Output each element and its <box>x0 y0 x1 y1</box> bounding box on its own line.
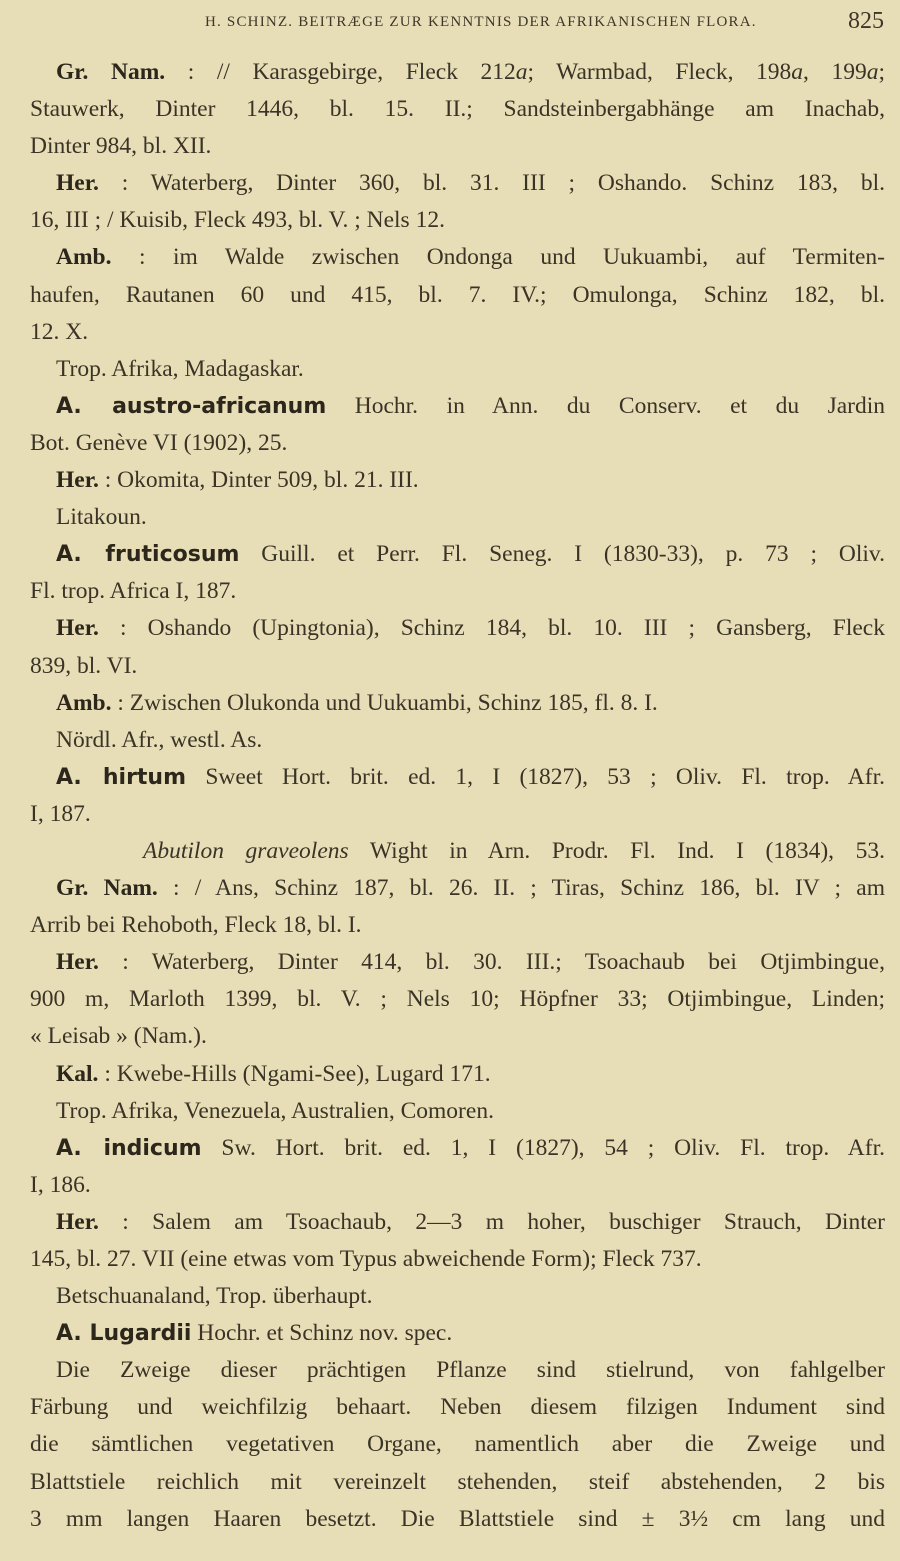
text-line <box>30 314 885 351</box>
text-line <box>30 351 885 388</box>
line-text: Betschuanaland, Trop. überhaupt. <box>56 1283 373 1310</box>
text-line <box>30 1352 885 1389</box>
text-line <box>30 128 885 165</box>
line-text: Bot. Genève VI (1902), 25. <box>30 429 288 456</box>
text-line <box>30 648 885 685</box>
region-label: Gr. Nam. <box>56 875 158 902</box>
line-text: 900 m, Marloth 1399, bl. V. ; Nels 10; Höpfner 33; Otjimbingue, Linden; <box>30 986 885 1013</box>
italic-text: a <box>866 59 879 85</box>
line-text: 16, III ; / Kuisib, Fleck 493, bl. V. ; Nels 12. <box>30 207 445 234</box>
line-text: Sweet Hort. brit. ed. 1, I (1827), 53 ; Oliv. Fl. trop. Afr. <box>186 763 886 790</box>
line-text: haufen, Rautanen 60 und 415, bl. 7. IV.; Omulonga, Schinz 182, bl. <box>30 281 885 308</box>
line-text: : Okomita, Dinter 509, bl. 21. III. <box>98 467 419 494</box>
text-line <box>30 1056 885 1093</box>
line-text: Trop. Afrika, Madagaskar. <box>56 355 304 382</box>
region-label: Her. <box>56 615 99 642</box>
region-label: Kal. <box>56 1060 99 1087</box>
italic-text: Abutilon graveolens <box>143 837 349 864</box>
text-line <box>30 1093 885 1130</box>
text-line <box>30 462 885 499</box>
line-text: 145, bl. 27. VII (eine etwas vom Typus abweichende Form); Fleck 737. <box>30 1246 702 1272</box>
text-line <box>30 1501 885 1538</box>
line-text: 3 mm langen Haaren besetzt. Die Blattstiele sind ± 3½ cm lang und <box>30 1505 885 1532</box>
line-text: : // Karasgebirge, Fleck 212 <box>165 59 516 85</box>
line-text: Hochr. in Ann. du Conserv. et du Jardin <box>326 392 886 419</box>
text-line <box>30 759 885 796</box>
text-line <box>30 870 885 907</box>
line-text: « Leisab » (Nam.). <box>30 1023 207 1050</box>
text-line <box>30 277 885 314</box>
page-number: 825 <box>848 8 884 34</box>
text-line <box>30 1315 885 1352</box>
line-text: I, 186. <box>30 1171 91 1198</box>
text-line <box>30 1241 885 1278</box>
line-text: : / Ans, Schinz 187, bl. 26. II. ; Tiras, Schinz 186, bl. IV ; am <box>157 875 885 902</box>
species-name: A. hirtum <box>56 764 187 790</box>
line-text: Stauwerk, Dinter 1446, bl. 15. II.; Sandsteinbergabhänge am Inachab, <box>30 96 885 123</box>
line-text: ; Warmbad, Fleck, 198 <box>527 59 792 85</box>
text-line <box>30 1426 885 1463</box>
line-text: Fl. trop. Africa I, 187. <box>30 578 237 605</box>
running-title: H. SCHINZ. BEITRÆGE ZUR KENNTNIS DER AFRIKANISCHEN FLORA. <box>205 14 757 30</box>
line-text: Die Zweige dieser prächtigen Pflanze sind stielrund, von fahlgelber <box>56 1357 885 1384</box>
text-line <box>30 1464 885 1501</box>
text-line <box>30 91 885 128</box>
text-line <box>30 610 885 647</box>
line-text: Sw. Hort. brit. ed. 1, I (1827), 54 ; Oliv. Fl. trop. Afr. <box>201 1134 885 1161</box>
species-name: A. indicum <box>56 1135 202 1161</box>
region-label: Her. <box>56 949 99 976</box>
text-line <box>30 796 885 833</box>
text-line <box>30 944 885 981</box>
italic-text: a <box>791 59 804 85</box>
text-line <box>30 202 885 239</box>
text-line <box>30 425 885 462</box>
line-text: die sämtlichen vegetativen Organe, namentlich aber die Zweige und <box>30 1431 885 1458</box>
species-name: A. austro-africanum <box>56 393 327 419</box>
text-line <box>30 1130 885 1167</box>
line-text: Trop. Afrika, Venezuela, Australien, Comoren. <box>56 1097 494 1124</box>
line-text: Arrib bei Rehoboth, Fleck 18, bl. I. <box>30 912 362 939</box>
text-line <box>30 1278 885 1315</box>
text-line <box>30 388 885 425</box>
line-text: : im Walde zwischen Ondonga und Uukuambi, auf Termiten- <box>111 244 885 271</box>
page-body-text <box>30 54 885 1538</box>
region-label: Amb. <box>56 244 112 271</box>
line-text: Hochr. et Schinz nov. spec. <box>191 1320 453 1347</box>
text-line <box>30 722 885 759</box>
region-label: Amb. <box>56 689 112 716</box>
line-text: Nördl. Afr., westl. As. <box>56 726 263 753</box>
region-label: Her. <box>56 467 99 494</box>
line-text: Wight in Arn. Prodr. Fl. Ind. I (1834), 53. <box>348 837 885 864</box>
text-line <box>30 54 885 91</box>
line-text: : Waterberg, Dinter 360, bl. 31. III ; Oshando. Schinz 183, bl. <box>98 170 885 197</box>
text-line <box>30 1018 885 1055</box>
text-line <box>30 239 885 276</box>
line-text: : Waterberg, Dinter 414, bl. 30. III.; Tsoachaub bei Otjimbingue, <box>98 949 885 976</box>
text-line <box>30 1389 885 1426</box>
line-text: : Salem am Tsoachaub, 2—3 m hoher, buschiger Strauch, Dinter <box>98 1208 885 1235</box>
line-text: I, 187. <box>30 800 91 827</box>
line-text: Dinter 984, bl. XII. <box>30 133 212 160</box>
line-text: 839, bl. VI. <box>30 652 138 679</box>
text-line <box>30 573 885 610</box>
line-text: : Oshando (Upingtonia), Schinz 184, bl. 10. III ; Gansberg, Fleck <box>98 615 885 642</box>
line-text: : Kwebe-Hills (Ngami-See), Lugard 171. <box>98 1060 491 1087</box>
region-label: Her. <box>56 170 99 197</box>
text-line <box>30 833 885 870</box>
italic-text: a <box>515 59 528 85</box>
region-label: Gr. Nam. <box>56 59 166 85</box>
species-name: A. fruticosum <box>56 542 240 568</box>
text-line <box>30 981 885 1018</box>
line-text: Litakoun. <box>56 504 147 531</box>
line-text: , 199 <box>803 59 867 85</box>
text-line <box>30 536 885 573</box>
line-text: : Zwischen Olukonda und Uukuambi, Schinz 185, fl. 8. I. <box>111 689 658 716</box>
species-name: A. Lugardii <box>56 1321 192 1347</box>
text-line <box>30 1204 885 1241</box>
line-text: 12. X. <box>30 318 89 345</box>
text-line <box>30 499 885 536</box>
text-line <box>30 907 885 944</box>
text-line <box>30 165 885 202</box>
region-label: Her. <box>56 1208 99 1235</box>
running-header <box>0 8 900 38</box>
text-line <box>30 1167 885 1204</box>
line-text: Guill. et Perr. Fl. Seneg. I (1830-33), p. 73 ; Oliv. <box>239 541 885 568</box>
line-text: ; <box>878 59 886 85</box>
line-text: Blattstiele reichlich mit vereinzelt stehenden, steif abstehenden, 2 bis <box>30 1468 885 1495</box>
line-text: Färbung und weichfilzig behaart. Neben diesem filzigen Indument sind <box>30 1394 885 1421</box>
text-line <box>30 685 885 722</box>
